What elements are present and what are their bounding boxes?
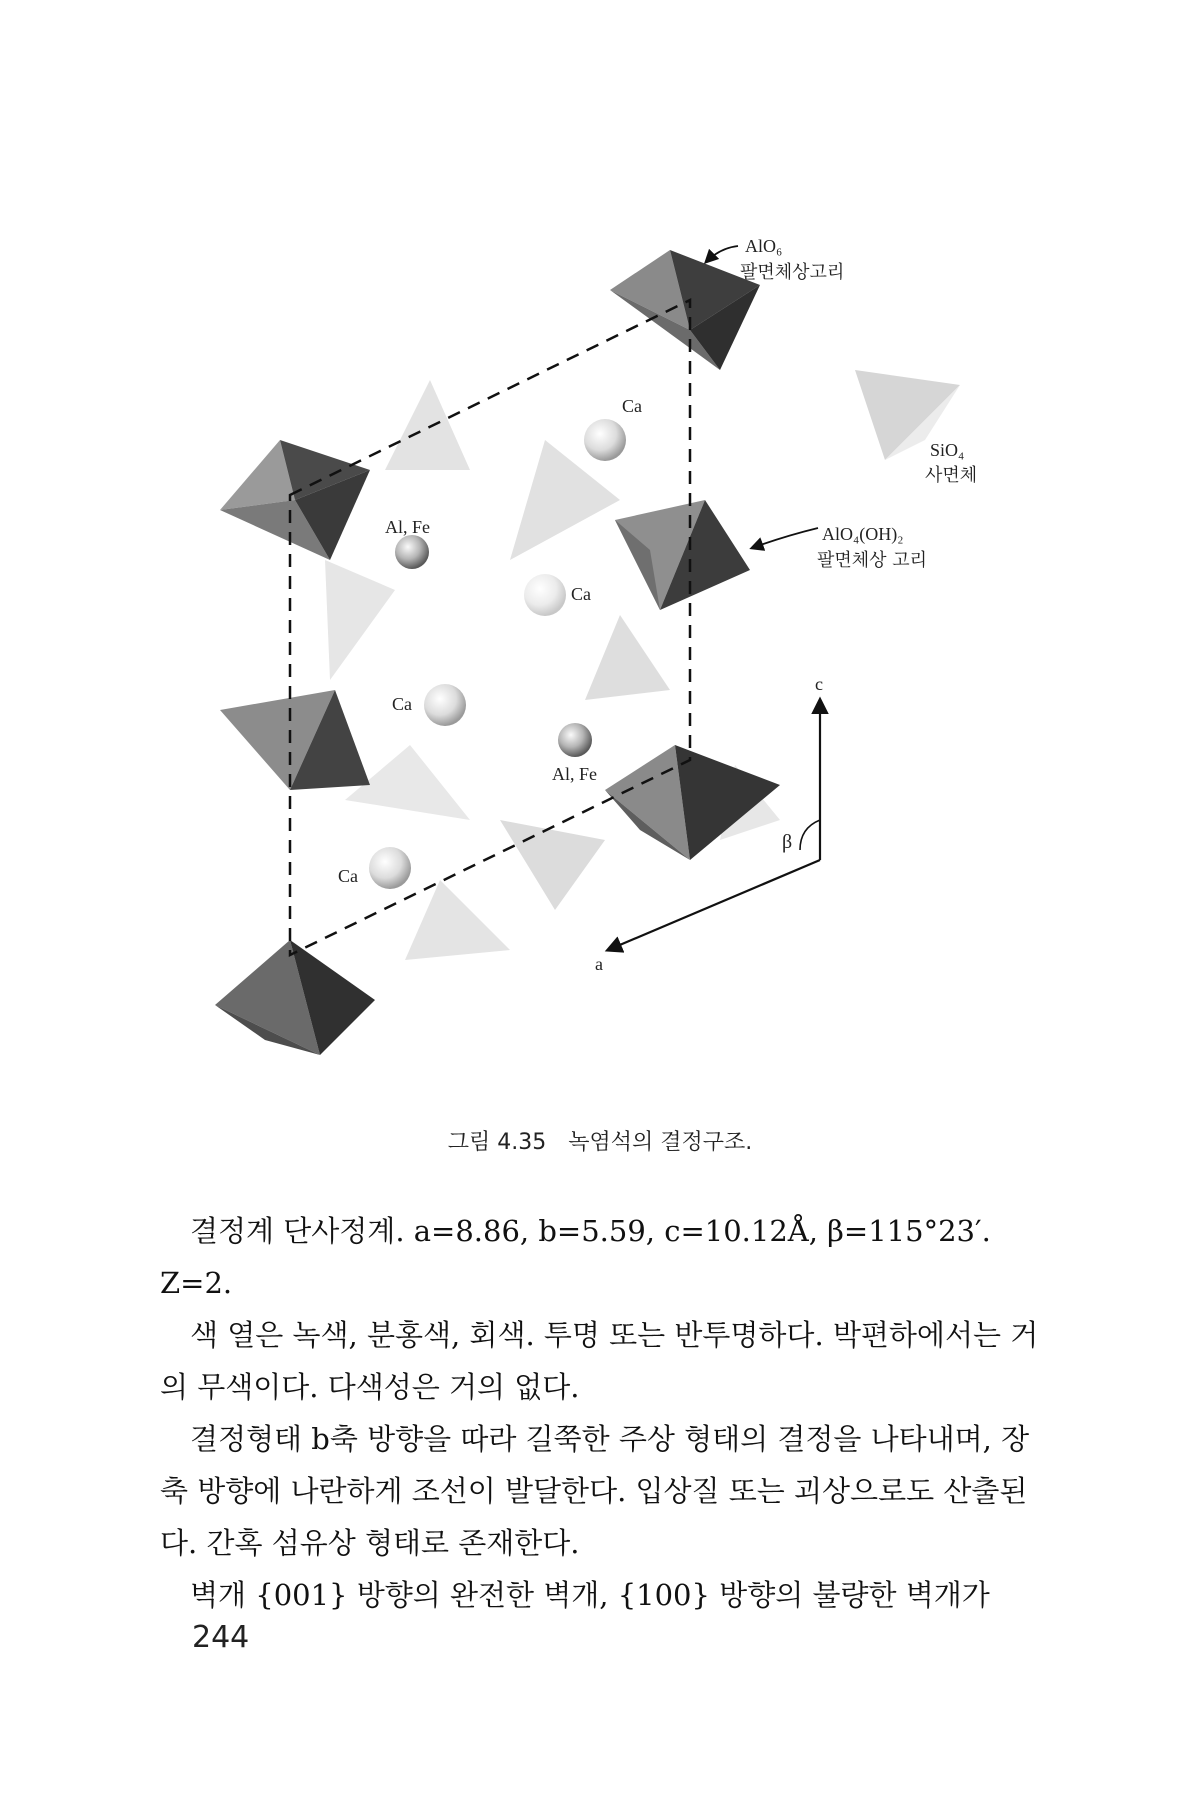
beta-label: β <box>782 831 793 853</box>
label-al-fe: Al, Fe <box>552 764 597 784</box>
al-fe-atom <box>395 535 429 569</box>
sio4-tetrahedra <box>325 370 960 960</box>
label-alo6: AlO₆ <box>745 236 783 256</box>
paragraph-crystal-form <box>160 1413 1040 1569</box>
label-alo4oh2: AlO₄(OH)₂ <box>822 524 904 544</box>
a-axis <box>608 860 820 950</box>
ca-atom <box>424 684 466 726</box>
paragraph-head: 결정계 <box>190 1214 275 1248</box>
axis-label-a: a <box>595 954 603 974</box>
figure-caption <box>0 1125 1200 1156</box>
label-sio4-ko: 사면체 <box>925 465 978 486</box>
caption-text: 녹염석의 결정구조. <box>568 1130 753 1155</box>
paragraph-head: 벽개 <box>190 1578 247 1612</box>
label-alo6-ko: 팔면체상고리 <box>740 262 845 283</box>
paragraph-text: {001} 방향의 완전한 벽개, {100} 방향의 불량한 벽개가 <box>255 1578 990 1612</box>
ca-atom <box>369 847 411 889</box>
label-alo4oh2-ko: 팔면체상 고리 <box>817 550 928 571</box>
label-ca: Ca <box>392 694 412 714</box>
label-ca: Ca <box>622 396 642 416</box>
beta-arc <box>800 820 820 850</box>
octahedra <box>215 250 780 1055</box>
axis-label-c: c <box>815 674 823 694</box>
label-ca: Ca <box>571 584 591 604</box>
page-number: 244 <box>192 1620 250 1655</box>
body-text <box>160 1205 1040 1621</box>
paragraph-color <box>160 1309 1040 1413</box>
caption-number: 그림 4.35 <box>447 1130 547 1155</box>
al-fe-atom <box>558 723 592 757</box>
ca-atom <box>584 419 626 461</box>
label-sio4: SiO₄ <box>930 440 965 460</box>
paragraph-text: 열은 녹색, 분홍색, 회색. 투명 또는 반투명하다. 박편하에서는 거의 무색이다. 다색성은 거의 없다. <box>160 1318 1039 1404</box>
paragraph-head: 결정형태 <box>190 1422 303 1456</box>
paragraph-crystal-system <box>160 1205 1040 1309</box>
paragraph-text: 단사정계. a=8.86, b=5.59, c=10.12Å, β=115°23′. Z=2. <box>160 1214 991 1300</box>
paragraph-cleavage <box>160 1569 1040 1621</box>
paragraph-head: 색 <box>190 1318 219 1352</box>
paragraph-text: b축 방향을 따라 길쭉한 주상 형태의 결정을 나타내며, 장축 방향에 나란하게 조선이 발달한다. 입상질 또는 괴상으로도 산출된다. 간혹 섬유상 형태로 존재한다. <box>160 1422 1030 1560</box>
label-al-fe: Al, Fe <box>385 517 430 537</box>
label-ca: Ca <box>338 866 358 886</box>
ca-atom <box>524 574 566 616</box>
